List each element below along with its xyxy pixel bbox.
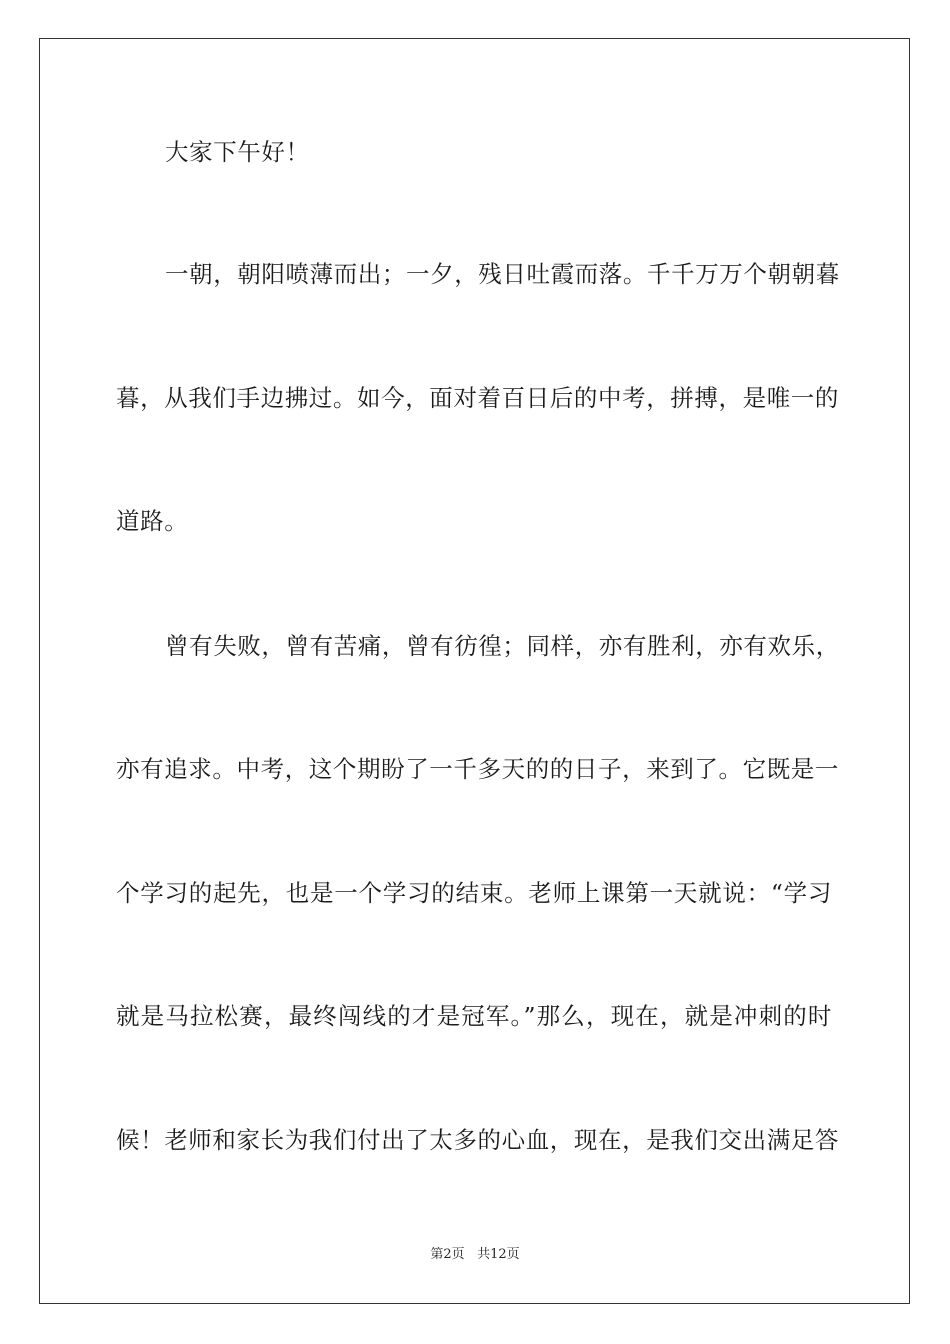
page-number: 第2页	[430, 1247, 465, 1262]
page-border	[39, 38, 910, 1304]
greeting-line: 大家下午好！	[165, 138, 310, 166]
paragraph-2-line-2: 亦有追求。中考，这个期盼了一千多天的的日子，来到了。它既是一	[116, 755, 839, 783]
paragraph-1-line-1: 一朝，朝阳喷薄而出；一夕，残日吐霞而落。千千万万个朝朝暮	[165, 260, 840, 288]
total-pages: 共12页	[477, 1247, 520, 1262]
paragraph-1-line-3: 道路。	[116, 507, 189, 535]
paragraph-2-line-1: 曾有失败，曾有苦痛，曾有彷徨；同样，亦有胜利，亦有欢乐，	[165, 632, 840, 660]
page-footer	[0, 1246, 950, 1264]
paragraph-2-line-4: 就是马拉松赛，最终闯线的才是冠军。”那么，现在，就是冲刺的时	[116, 1002, 832, 1030]
paragraph-2-line-3: 个学习的起先，也是一个学习的结束。老师上课第一天就说：“学习	[116, 879, 832, 907]
paragraph-1-line-2: 暮，从我们手边拂过。如今，面对着百日后的中考，拼搏，是唯一的	[116, 384, 839, 412]
paragraph-2-line-5: 候！老师和家长为我们付出了太多的心血，现在，是我们交出满足答	[116, 1126, 839, 1154]
